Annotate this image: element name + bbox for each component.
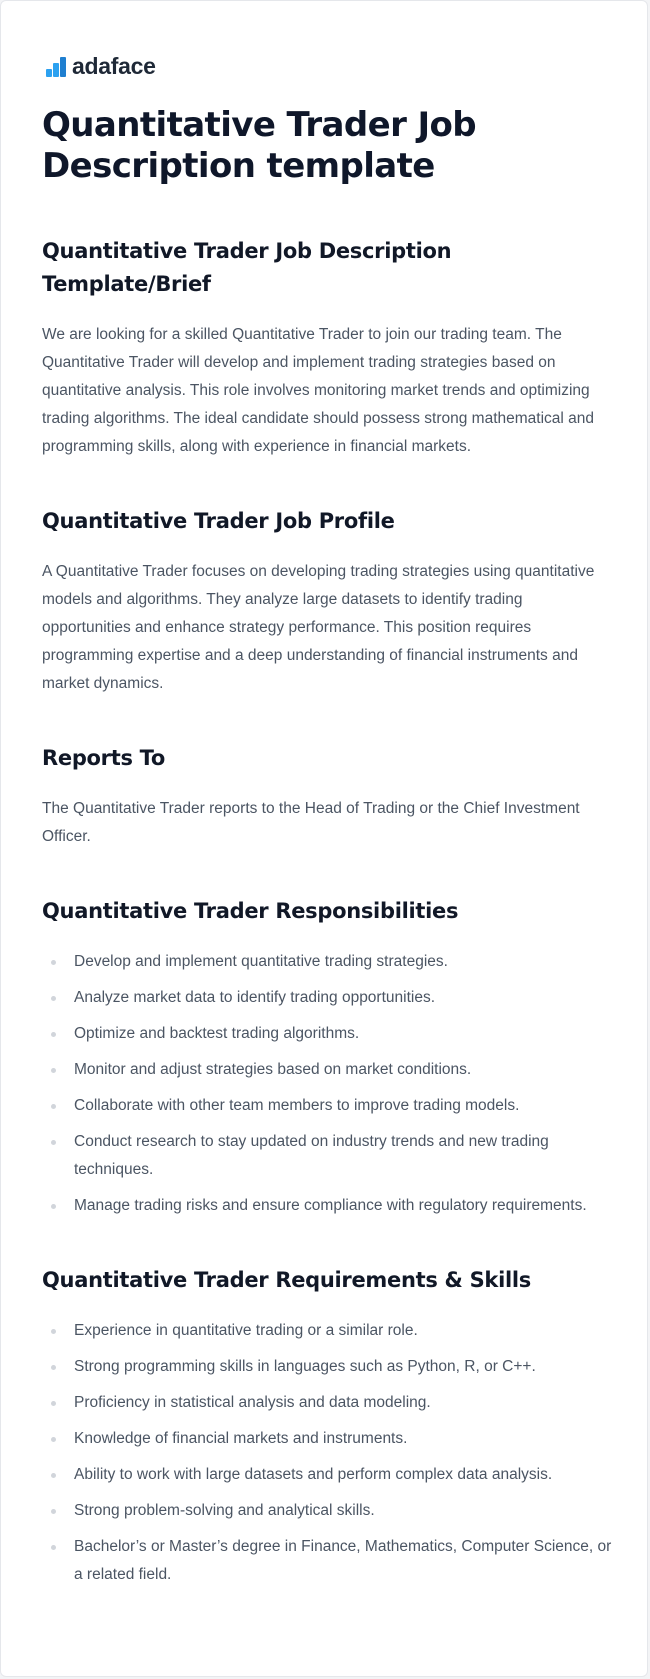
list-item: Analyze market data to identify trading opportunities. <box>42 984 612 1012</box>
section-paragraph: A Quantitative Trader focuses on developing trading strategies using quantitative models and algorithms. They analyze large datasets to identify trading opportunities and enhance strategy performance. This position requires programming expertise and a deep understanding of financial instruments and market dynamics. <box>42 563 595 692</box>
requirements-list <box>42 1317 612 1589</box>
section-paragraph: The Quantitative Trader reports to the Head of Trading or the Chief Investment Officer. <box>42 800 580 845</box>
section-heading: Reports To <box>42 746 166 770</box>
list-item: Monitor and adjust strategies based on market conditions. <box>42 1056 612 1084</box>
list-item: Experience in quantitative trading or a similar role. <box>42 1317 612 1345</box>
section-paragraph: We are looking for a skilled Quantitative Trader to join our trading team. The Quantitative Trader will develop and implement trading strategies based on quantitative analysis. This role involves monitoring market trends and optimizing trading algorithms. The ideal candidate should possess strong mathematical and programming skills, along with experience in financial markets. <box>42 326 595 455</box>
brand-logo[interactable] <box>46 53 156 80</box>
responsibilities-list <box>42 948 612 1220</box>
page-title: Quantitative Trader Job Description template <box>42 105 477 186</box>
section-heading: Quantitative Trader Requirements & Skills <box>42 1268 531 1292</box>
section-brief <box>42 235 612 461</box>
section-reports-to <box>42 742 612 851</box>
list-item: Knowledge of financial markets and instruments. <box>42 1425 612 1453</box>
list-item: Strong programming skills in languages such as Python, R, or C++. <box>42 1353 612 1381</box>
section-heading: Quantitative Trader Job Profile <box>42 509 395 533</box>
section-responsibilities <box>42 895 612 1220</box>
list-item: Optimize and backtest trading algorithms. <box>42 1020 612 1048</box>
list-item: Proficiency in statistical analysis and data modeling. <box>42 1389 612 1417</box>
bar-chart-logo-icon <box>46 57 66 77</box>
list-item: Strong problem-solving and analytical skills. <box>42 1497 612 1525</box>
section-heading: Quantitative Trader Responsibilities <box>42 899 459 923</box>
section-job-profile <box>42 505 612 698</box>
article-content <box>42 105 612 1597</box>
list-item: Develop and implement quantitative trading strategies. <box>42 948 612 976</box>
section-heading: Quantitative Trader Job Description Template/Brief <box>42 239 452 296</box>
list-item: Bachelor’s or Master’s degree in Finance, Mathematics, Computer Science, or a related field. <box>42 1533 612 1589</box>
list-item: Manage trading risks and ensure compliance with regulatory requirements. <box>42 1192 612 1220</box>
list-item: Collaborate with other team members to improve trading models. <box>42 1092 612 1120</box>
list-item: Ability to work with large datasets and perform complex data analysis. <box>42 1461 612 1489</box>
list-item: Conduct research to stay updated on industry trends and new trading techniques. <box>42 1128 612 1184</box>
section-requirements <box>42 1264 612 1589</box>
brand-name: adaface <box>72 53 156 79</box>
